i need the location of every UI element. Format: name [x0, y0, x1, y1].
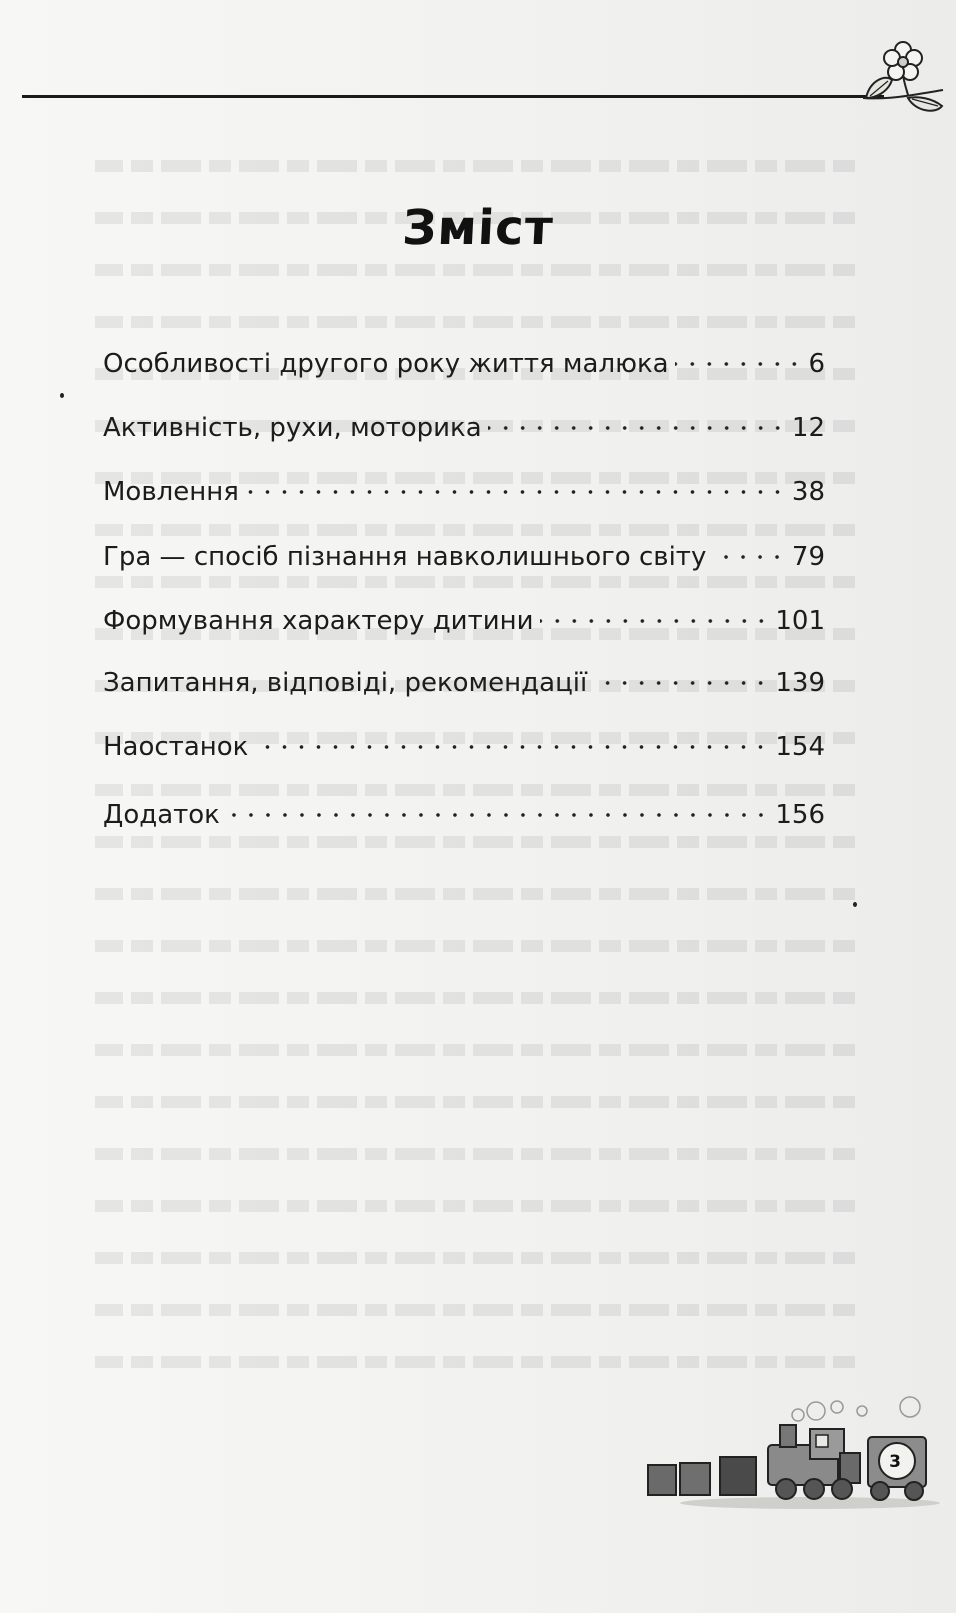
toc-entry-page: 101: [775, 606, 825, 636]
dot-leader: [593, 651, 769, 691]
header-rule: [22, 95, 884, 98]
toc-entry-page: 154: [775, 732, 825, 762]
toc-entry-title: Активність, рухи, моторика: [103, 413, 482, 443]
toc-entry-title: Мовлення: [103, 477, 239, 507]
toc-entry-title: Гра — спосіб пізнання навколишнього світу: [103, 542, 707, 572]
dot-leader: [245, 460, 786, 500]
toc-entry-title: Особливості другого року життя малюка: [103, 349, 669, 379]
print-speck: [60, 393, 64, 398]
toc-entry: [103, 525, 825, 572]
dot-leader: [675, 332, 803, 372]
toc-entry: [103, 396, 825, 443]
dot-leader: [226, 783, 769, 823]
toc-entry: [103, 651, 825, 698]
dot-leader: [488, 396, 786, 436]
toc-entry-title: Формування характеру дитини: [103, 606, 534, 636]
toc-entry: [103, 715, 825, 762]
toc-entry-title: Додаток: [103, 800, 220, 830]
toc-entry-page: 6: [808, 349, 825, 379]
page-title: Зміст: [401, 200, 555, 256]
dot-leader: [540, 589, 770, 629]
toc-entry: [103, 783, 825, 830]
dot-leader: [254, 715, 769, 755]
page-number: 3: [889, 1452, 901, 1472]
dot-leader: [712, 525, 786, 565]
toc-entry-title: Запитання, відповіді, рекомендації: [103, 668, 588, 698]
flower-branch-icon: [858, 40, 948, 120]
toc-entry-page: 139: [775, 668, 825, 698]
toc-entry-page: 156: [775, 800, 825, 830]
toc-entry-title: Наостанок: [103, 732, 249, 762]
toc-entry: [103, 460, 825, 507]
toc-entry: [103, 589, 825, 636]
toc-entry: [103, 332, 825, 379]
toc-entry-page: 38: [791, 477, 825, 507]
print-speck: [853, 902, 857, 907]
toc-entry-page: 12: [791, 413, 825, 443]
toc-entry-page: 79: [791, 542, 825, 572]
